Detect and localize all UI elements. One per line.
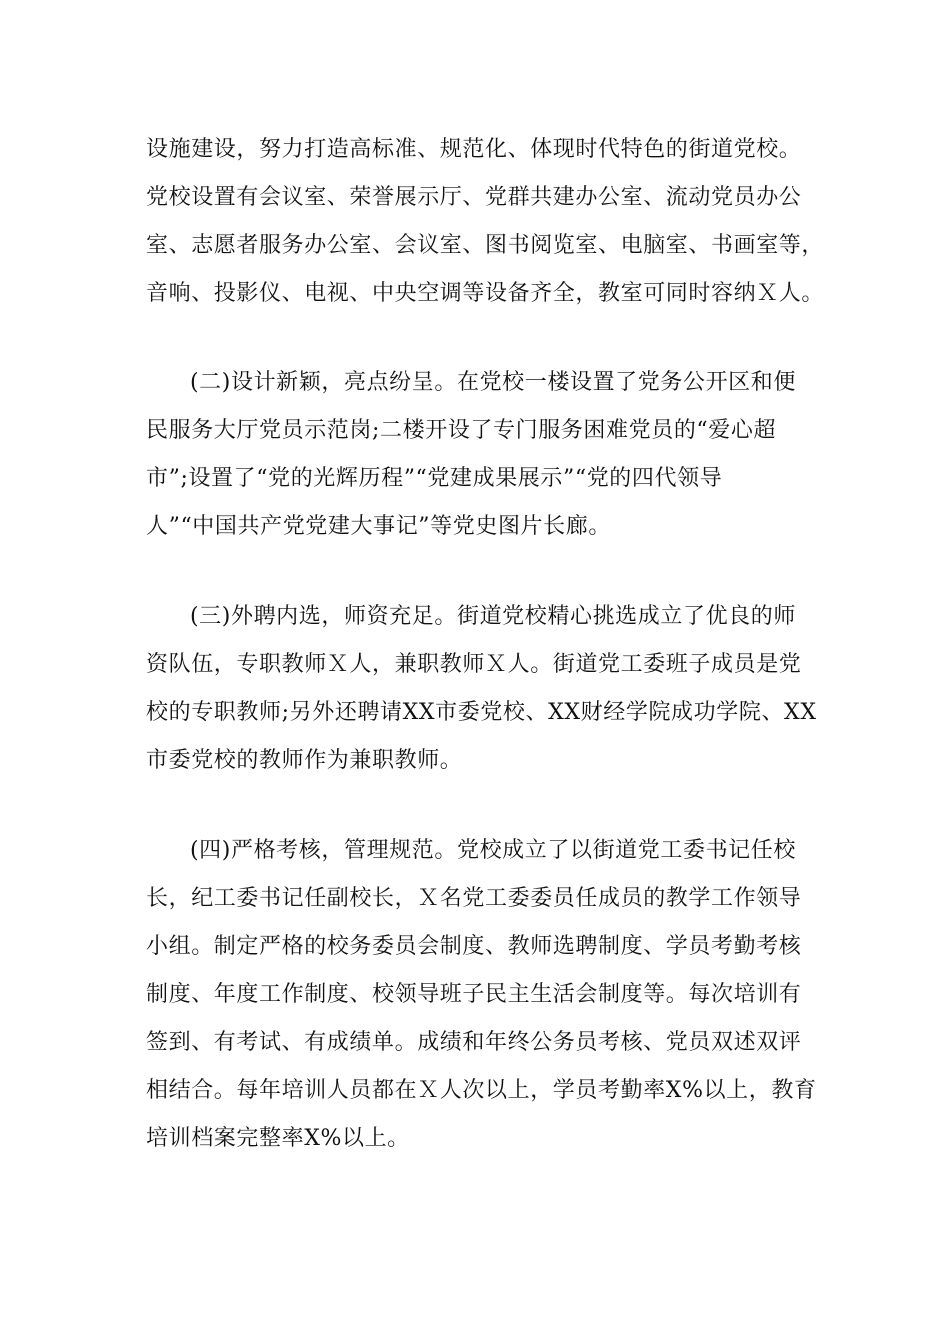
text-line: 小组。制定严格的校务委员会制度、教师选聘制度、学员考勤考核 [146, 934, 802, 959]
text-line: 资队伍，专职教师Ｘ人，兼职教师Ｘ人。街道党工委班子成员是党 [146, 652, 802, 677]
text-line: 市委党校的教师作为兼职教师。 [146, 748, 463, 773]
text-line: 室、志愿者服务办公室、会议室、图书阅览室、电脑室、书画室等， [146, 233, 825, 258]
text-line: 音响、投影仪、电视、中央空调等设备齐全，教室可同时容纳Ｘ人。 [146, 281, 825, 306]
text-line: (二)设计新颖，亮点纷呈。在党校一楼设置了党务公开区和便 [190, 370, 796, 395]
text-line: (三)外聘内选，师资充足。街道党校精心挑选成立了优良的师 [190, 604, 796, 629]
text-line: 校的专职教师;另外还聘请XX市委党校、XX财经学院成功学院、XX [146, 700, 817, 725]
text-line: (四)严格考核，管理规范。党校成立了以街道党工委书记任校 [190, 838, 796, 863]
text-line: 党校设置有会议室、荣誉展示厅、党群共建办公室、流动党员办公 [146, 185, 802, 210]
text-line: 长，纪工委书记任副校长，Ｘ名党工委委员任成员的教学工作领导 [146, 886, 802, 911]
text-line: 制度、年度工作制度、校领导班子民主生活会制度等。每次培训有 [146, 982, 802, 1007]
text-line: 培训档案完整率X%以上。 [146, 1126, 410, 1151]
text-line: 人”“中国共产党党建大事记”等党史图片长廊。 [146, 514, 611, 539]
text-line: 相结合。每年培训人员都在Ｘ人次以上，学员考勤率X%以上，教育 [146, 1078, 817, 1103]
text-line: 签到、有考试、有成绩单。成绩和年终公务员考核、党员双述双评 [146, 1030, 802, 1055]
text-line: 民服务大厅党员示范岗;二楼开设了专门服务困难党员的“爱心超 [146, 418, 777, 443]
text-line: 设施建设，努力打造高标准、规范化、体现时代特色的街道党校。 [146, 137, 802, 162]
text-line: 市”;设置了“党的光辉历程”“党建成果展示”“党的四代领导 [146, 466, 723, 491]
